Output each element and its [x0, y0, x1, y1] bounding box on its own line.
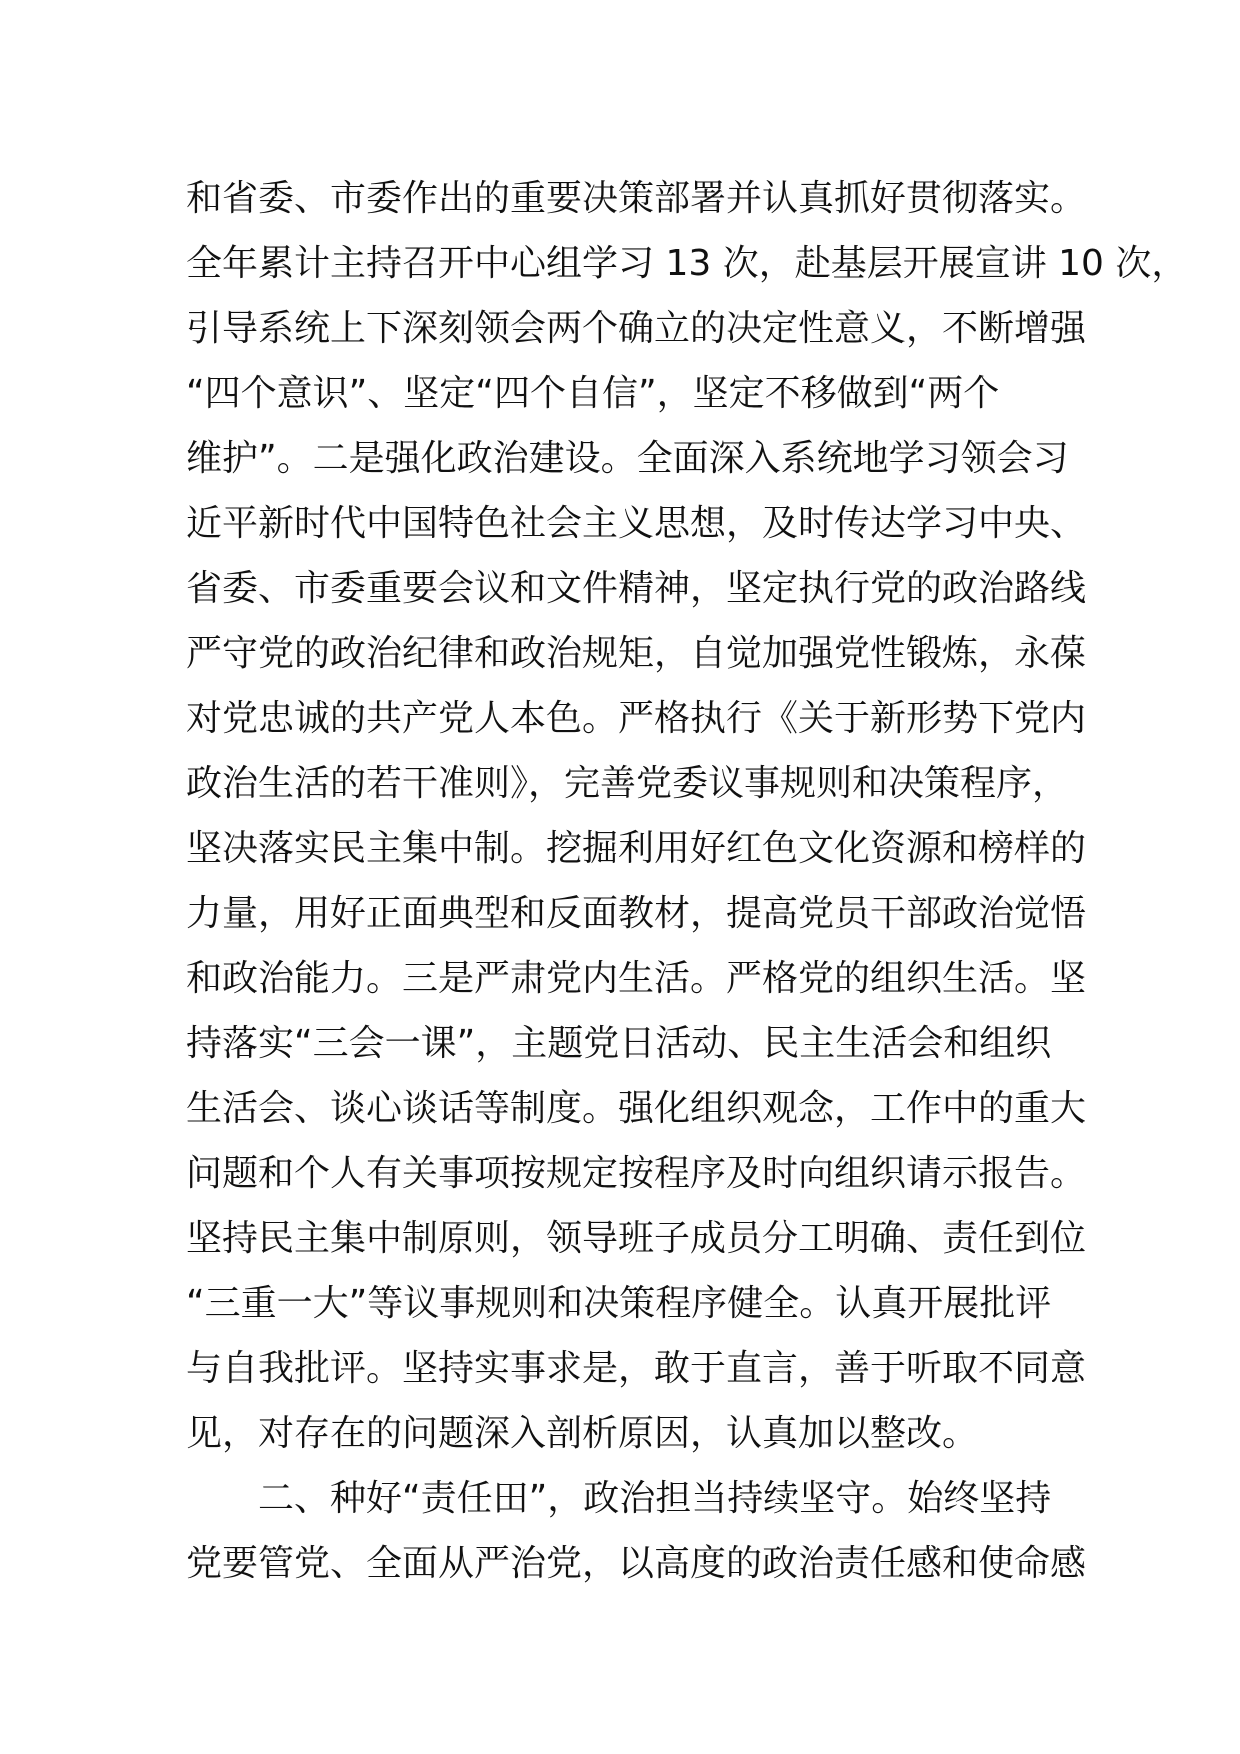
text-line: 近平新时代中国特色社会主义思想，及时传达学习中央、 [186, 503, 1087, 544]
text-line: 与自我批评。坚持实事求是，敢于直言，善于听取不同意 [186, 1348, 1087, 1389]
text-line: 严守党的政治纪律和政治规矩，自觉加强党性锻炼，永葆 [186, 633, 1087, 674]
body-text [186, 166, 1188, 1596]
text-line: 对党忠诚的共产党人本色。严格执行《关于新形势下党内 [186, 698, 1087, 739]
text-line: 省委、市委重要会议和文件精神，坚定执行党的政治路线 [186, 568, 1087, 609]
text-line: 力量，用好正面典型和反面教材，提高党员干部政治觉悟 [186, 893, 1087, 934]
text-line: 生活会、谈心谈话等制度。强化组织观念，工作中的重大 [186, 1088, 1087, 1129]
text-line: 坚持民主集中制原则，领导班子成员分工明确、责任到位 [186, 1218, 1087, 1259]
text-line: 全年累计主持召开中心组学习 13 次，赴基层开展宣讲 10 次， [186, 243, 1188, 284]
text-line: 持落实“三会一课”，主题党日活动、民主生活会和组织 [186, 1023, 1052, 1064]
text-line: 引导系统上下深刻领会两个确立的决定性意义，不断增强 [186, 308, 1087, 349]
text-line: 和省委、市委作出的重要决策部署并认真抓好贯彻落实。 [186, 178, 1087, 219]
text-line: 和政治能力。三是严肃党内生活。严格党的组织生活。坚 [186, 958, 1087, 999]
text-line: “三重一大”等议事规则和决策程序健全。认真开展批评 [186, 1283, 1052, 1324]
text-line: “四个意识”、坚定“四个自信”，坚定不移做到“两个 [186, 373, 1000, 414]
text-line: 政治生活的若干准则》，完善党委议事规则和决策程序， [186, 763, 1069, 804]
text-line: 坚决落实民主集中制。挖掘利用好红色文化资源和榜样的 [186, 828, 1087, 869]
text-line: 二、种好“责任田”，政治担当持续坚守。始终坚持 [186, 1478, 1052, 1519]
text-line: 维护”。二是强化政治建设。全面深入系统地学习领会习 [186, 438, 1069, 479]
text-line: 党要管党、全面从严治党，以高度的政治责任感和使命感 [186, 1543, 1087, 1584]
text-line: 见，对存在的问题深入剖析原因，认真加以整改。 [186, 1413, 979, 1454]
text-line: 问题和个人有关事项按规定按程序及时向组织请示报告。 [186, 1153, 1087, 1194]
